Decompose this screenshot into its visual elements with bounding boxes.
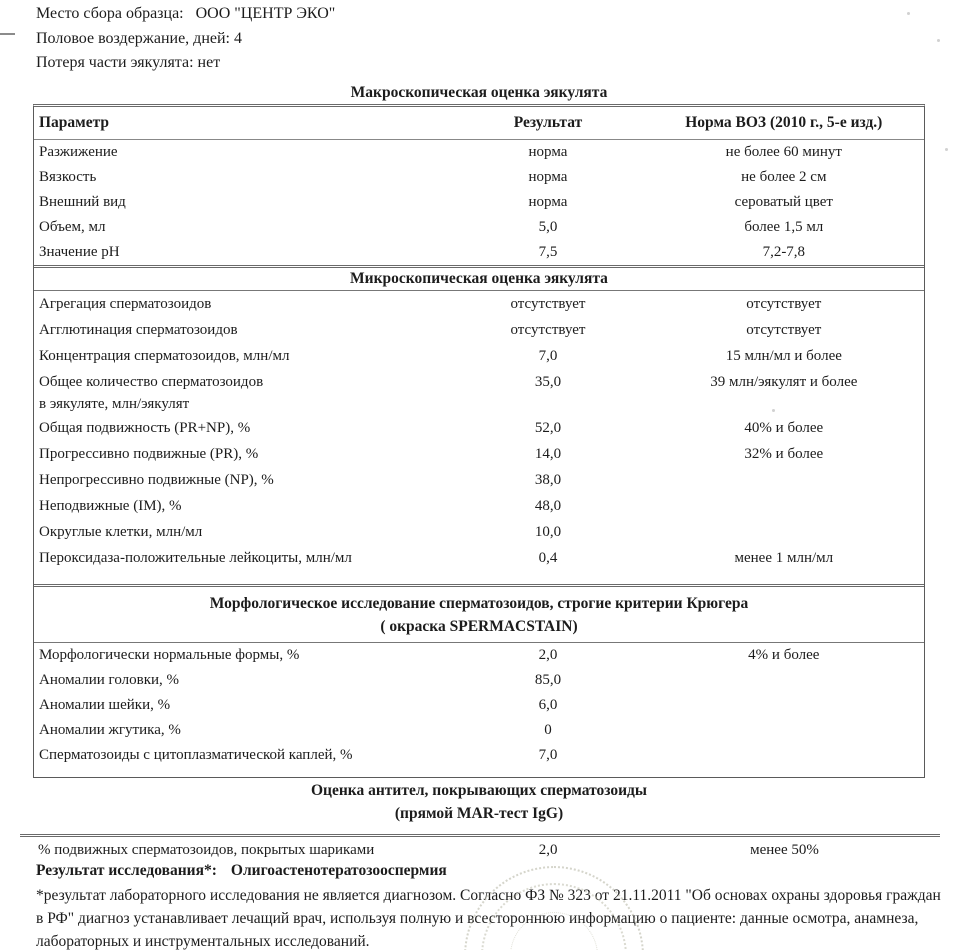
result-cell: 5,0	[538, 219, 558, 235]
table-row	[34, 743, 924, 768]
margin-dash-mark	[0, 33, 15, 35]
norm-cell: менее 50%	[750, 842, 819, 858]
table-row	[34, 215, 924, 240]
param-cell: Сперматозоиды с цитоплазматической каплей, %	[39, 747, 353, 763]
mar-title-line2: (прямой MAR-тест IgG)	[394, 805, 564, 822]
report-header	[36, 2, 335, 76]
table-row	[34, 165, 924, 190]
table-row	[34, 190, 924, 215]
table-row	[34, 369, 924, 415]
sample-place-label: Место сбора образца:	[36, 5, 184, 22]
morphology-section-title	[34, 584, 924, 643]
param-cell: Округлые клетки, млн/мл	[39, 523, 203, 540]
macro-section-title: Макроскопическая оценка эякулята	[350, 84, 608, 101]
result-cell: 10,0	[534, 523, 562, 540]
sample-place-line	[36, 2, 335, 27]
norm-cell: отсутствует	[746, 321, 822, 338]
table-row	[34, 643, 924, 668]
table-row	[34, 718, 924, 743]
table-row	[34, 343, 924, 369]
result-cell: 2,0	[538, 842, 558, 858]
scan-speck	[937, 39, 940, 42]
result-cell: 7,0	[538, 747, 558, 763]
param-cell: % подвижных сперматозоидов, покрытых шариками	[38, 842, 375, 858]
scan-speck	[945, 148, 948, 151]
result-cell: 48,0	[534, 497, 562, 514]
result-cell: отсутствует	[510, 321, 586, 338]
study-result-line	[36, 862, 942, 880]
table-row	[33, 837, 925, 864]
disclaimer-text: *результат лабораторного исследования не является диагнозом. Согласно ФЗ № 323 от 21.11.2011 "Об основах охраны здоровья граждан в РФ" диагноз устанавливает лечащий врач, используя полную и всестороннюю информацию о пациенте: данные осмотра, анамнеза, лабораторных и инструментальных исследований.	[36, 887, 941, 950]
mar-table	[20, 834, 940, 864]
result-cell: 7,0	[538, 347, 558, 364]
result-cell: 14,0	[534, 445, 562, 462]
table-row	[34, 415, 924, 441]
param-cell: Разжижение	[39, 144, 118, 160]
result-cell: 38,0	[534, 471, 562, 488]
result-cell: 85,0	[534, 672, 562, 688]
table-row	[34, 240, 924, 265]
mar-section-title	[33, 779, 925, 825]
param-cell: Непрогрессивно подвижные (NP), %	[39, 471, 274, 488]
micro-section-title: Микроскопическая оценка эякулята	[34, 265, 924, 291]
norm-cell: более 1,5 мл	[744, 219, 824, 235]
norm-cell: 15 млн/мл и более	[725, 347, 842, 364]
morphology-title-line1: Морфологическое исследование сперматозоидов, строгие критерии Крюгера	[209, 595, 749, 612]
table-row	[34, 519, 924, 545]
table-row	[34, 545, 924, 571]
column-header-param: Параметр	[39, 114, 110, 131]
norm-cell: 7,2-7,8	[762, 244, 806, 260]
table-row	[34, 317, 924, 343]
norm-cell: сероватый цвет	[734, 194, 833, 210]
morphology-title-line2: ( окраска SPERMACSTAIN)	[380, 618, 578, 635]
study-result-value: Олигоастенотератозооспермия	[230, 862, 447, 879]
norm-cell: 32% и более	[744, 445, 824, 462]
result-cell: 6,0	[538, 697, 558, 713]
param-cell: Пероксидаза-положительные лейкоциты, млн/мл	[39, 549, 352, 566]
table-row	[34, 693, 924, 718]
result-cell: 7,5	[538, 244, 558, 260]
mar-title-line1: Оценка антител, покрывающих сперматозоиды	[310, 782, 648, 799]
param-cell	[34, 371, 452, 415]
abstinence-line: Половое воздержание, дней: 4	[36, 29, 242, 47]
morphology-rows	[34, 643, 924, 777]
param-cell: Прогрессивно подвижные (PR), %	[39, 445, 259, 462]
column-header-result: Результат	[513, 114, 583, 131]
table-row	[34, 467, 924, 493]
table-header-row	[34, 107, 924, 140]
ejaculate-loss-line: Потеря части эякулята: нет	[36, 54, 221, 71]
table-row	[34, 140, 924, 165]
result-cell: 2,0	[538, 647, 558, 663]
param-cell: Общая подвижность (PR+NP), %	[39, 419, 251, 436]
row-spacer	[34, 571, 924, 584]
column-header-norm: Норма ВОЗ (2010 г., 5-е изд.)	[685, 114, 883, 131]
norm-cell: не более 2 см	[741, 169, 827, 185]
param-cell: Аномалии жгутика, %	[39, 722, 181, 738]
result-cell: норма	[528, 169, 568, 185]
param-cell: Аномалии шейки, %	[39, 697, 171, 713]
norm-cell: 40% и более	[744, 419, 824, 436]
param-cell: Вязкость	[39, 169, 97, 185]
result-cell: отсутствует	[510, 295, 586, 312]
param-cell: Аномалии головки, %	[39, 672, 180, 688]
param-cell: Неподвижные (IM), %	[39, 497, 182, 514]
param-cell: Концентрация сперматозоидов, млн/мл	[39, 347, 290, 364]
param-cell: Морфологически нормальные формы, %	[39, 647, 300, 663]
result-cell: 0,4	[538, 549, 558, 566]
scan-speck	[907, 12, 910, 15]
param-cell: Агглютинация сперматозоидов	[39, 321, 238, 338]
param-line1: Общее количество сперматозоидов	[39, 374, 264, 390]
sample-place-value: ООО "ЦЕНТР ЭКО"	[195, 5, 336, 22]
results-table	[33, 104, 925, 778]
table-row	[34, 493, 924, 519]
table-row	[34, 441, 924, 467]
result-cell: 52,0	[534, 419, 562, 436]
result-cell: норма	[528, 194, 568, 210]
study-result-label: Результат исследования*:	[36, 862, 217, 879]
table-row	[34, 291, 924, 317]
param-cell: Агрегация сперматозоидов	[39, 295, 212, 312]
param-line2: в эякуляте, млн/эякулят	[39, 396, 190, 412]
result-cell: норма	[528, 144, 568, 160]
param-cell: Значение pH	[39, 244, 120, 260]
norm-cell: 39 млн/эякулят и более	[710, 374, 858, 390]
norm-cell: не более 60 минут	[725, 144, 842, 160]
norm-cell: менее 1 млн/мл	[734, 549, 834, 566]
norm-cell: 4% и более	[748, 647, 820, 663]
param-cell: Внешний вид	[39, 194, 126, 210]
table-row	[34, 668, 924, 693]
result-cell: 35,0	[534, 374, 562, 390]
result-cell: 0	[544, 722, 552, 738]
norm-cell: отсутствует	[746, 295, 822, 312]
param-cell: Объем, мл	[39, 219, 106, 235]
